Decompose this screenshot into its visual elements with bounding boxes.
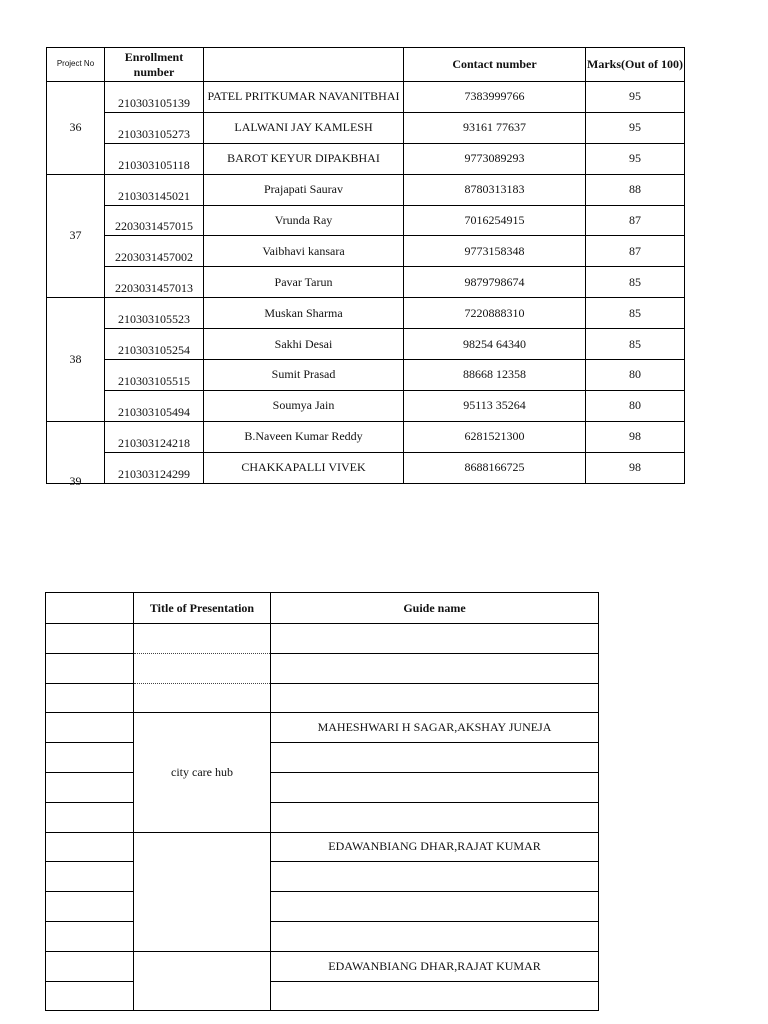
student-name-cell: Sumit Prasad bbox=[204, 360, 404, 391]
empty-cell bbox=[46, 802, 134, 832]
empty-cell bbox=[46, 832, 134, 862]
marks-cell: 95 bbox=[586, 143, 685, 174]
student-name-cell: Soumya Jain bbox=[204, 390, 404, 421]
presentation-title-cell: city care hub bbox=[134, 713, 271, 832]
marks-cell: 85 bbox=[586, 298, 685, 329]
empty-cell bbox=[46, 921, 134, 951]
table-row bbox=[47, 298, 685, 329]
header-guide: Guide name bbox=[271, 593, 599, 624]
enrollment-cell: 210303124218 bbox=[105, 421, 204, 452]
enrollment-cell: 2203031457013 bbox=[105, 267, 204, 298]
empty-cell bbox=[271, 921, 599, 951]
header-project-no: Project No bbox=[47, 48, 105, 82]
student-name-cell: Muskan Sharma bbox=[204, 298, 404, 329]
project-number bbox=[47, 421, 105, 488]
contact-cell: 9879798674 bbox=[404, 267, 586, 298]
header-title: Title of Presentation bbox=[134, 593, 271, 624]
contact-cell: 7220888310 bbox=[404, 298, 586, 329]
empty-cell bbox=[46, 951, 134, 981]
header-marks: Marks(Out of 100) bbox=[586, 48, 685, 82]
project-number: 36 bbox=[47, 82, 105, 175]
contact-cell: 7383999766 bbox=[404, 82, 586, 113]
enrollment-cell: 210303105139 bbox=[105, 82, 204, 113]
student-name-cell: B.Naveen Kumar Reddy bbox=[204, 421, 404, 452]
empty-cell bbox=[46, 683, 134, 713]
marks-table-header bbox=[47, 48, 685, 82]
enrollment-cell: 210303105494 bbox=[105, 390, 204, 421]
marks-cell: 98 bbox=[586, 452, 685, 483]
marks-cell: 87 bbox=[586, 205, 685, 236]
header-contact: Contact number bbox=[404, 48, 586, 82]
table-row bbox=[46, 802, 599, 832]
enrollment-cell: 210303145021 bbox=[105, 174, 204, 205]
empty-cell bbox=[46, 772, 134, 802]
contact-cell: 7016254915 bbox=[404, 205, 586, 236]
presentation-title-cell bbox=[134, 832, 271, 951]
guide-name-cell: MAHESHWARI H SAGAR,AKSHAY JUNEJA bbox=[271, 713, 599, 743]
marks-cell: 87 bbox=[586, 236, 685, 267]
enrollment-cell: 210303105273 bbox=[105, 112, 204, 143]
empty-cell bbox=[46, 743, 134, 773]
header-name bbox=[204, 48, 404, 82]
header-enrollment: Enrollment number bbox=[105, 48, 204, 82]
marks-table-container bbox=[46, 47, 684, 488]
empty-cell bbox=[271, 981, 599, 1011]
table-row bbox=[47, 421, 685, 452]
guide-name-cell: EDAWANBIANG DHAR,RAJAT KUMAR bbox=[271, 951, 599, 981]
student-name-cell: Sakhi Desai bbox=[204, 329, 404, 360]
marks-cell: 88 bbox=[586, 174, 685, 205]
empty-cell bbox=[271, 683, 599, 713]
table-row bbox=[47, 236, 685, 267]
contact-cell: 88668 12358 bbox=[404, 360, 586, 391]
empty-cell bbox=[271, 892, 599, 922]
empty-cell bbox=[134, 653, 271, 683]
empty-cell bbox=[46, 653, 134, 683]
enrollment-cell: 2203031457015 bbox=[105, 205, 204, 236]
empty-cell bbox=[46, 713, 134, 743]
project-number-text: 39 bbox=[69, 473, 82, 488]
table-row bbox=[46, 653, 599, 683]
student-name-cell: BAROT KEYUR DIPAKBHAI bbox=[204, 143, 404, 174]
contact-cell: 9773089293 bbox=[404, 143, 586, 174]
marks-cell: 98 bbox=[586, 421, 685, 452]
marks-cell: 80 bbox=[586, 360, 685, 391]
marks-cell: 80 bbox=[586, 390, 685, 421]
header-blank bbox=[46, 593, 134, 624]
table-row bbox=[46, 713, 599, 743]
enrollment-cell: 2203031457002 bbox=[105, 236, 204, 267]
table-row bbox=[47, 143, 685, 174]
table-row bbox=[47, 205, 685, 236]
empty-cell bbox=[46, 981, 134, 1011]
contact-cell: 8688166725 bbox=[404, 452, 586, 483]
contact-cell: 6281521300 bbox=[404, 421, 586, 452]
student-name-cell: PATEL PRITKUMAR NAVANITBHAI bbox=[204, 82, 404, 113]
marks-cell: 85 bbox=[586, 267, 685, 298]
empty-cell bbox=[46, 624, 134, 654]
student-name-cell: LALWANI JAY KAMLESH bbox=[204, 112, 404, 143]
contact-cell: 9773158348 bbox=[404, 236, 586, 267]
student-name-cell: CHAKKAPALLI VIVEK bbox=[204, 452, 404, 483]
enrollment-cell: 210303124299 bbox=[105, 452, 204, 483]
empty-cell bbox=[271, 772, 599, 802]
empty-cell bbox=[46, 862, 134, 892]
table-row bbox=[46, 921, 599, 951]
empty-cell bbox=[271, 862, 599, 892]
table-row bbox=[47, 452, 685, 483]
student-name-cell: Vrunda Ray bbox=[204, 205, 404, 236]
presentation-table-header bbox=[46, 593, 599, 624]
empty-cell bbox=[271, 653, 599, 683]
presentation-table-container bbox=[45, 592, 598, 1011]
table-row bbox=[46, 981, 599, 1011]
contact-cell: 8780313183 bbox=[404, 174, 586, 205]
empty-cell bbox=[134, 683, 271, 713]
table-row bbox=[47, 267, 685, 298]
enrollment-cell: 210303105523 bbox=[105, 298, 204, 329]
project-number: 37 bbox=[47, 174, 105, 298]
table-row bbox=[47, 174, 685, 205]
enrollment-cell: 210303105515 bbox=[105, 360, 204, 391]
table-row bbox=[47, 360, 685, 391]
marks-table bbox=[46, 47, 685, 488]
table-row bbox=[46, 862, 599, 892]
contact-cell: 98254 64340 bbox=[404, 329, 586, 360]
empty-cell bbox=[134, 624, 271, 654]
table-row bbox=[47, 112, 685, 143]
presentation-title-cell bbox=[134, 951, 271, 1011]
table-row bbox=[46, 683, 599, 713]
marks-cell: 95 bbox=[586, 82, 685, 113]
project-number: 38 bbox=[47, 298, 105, 422]
student-name-cell: Vaibhavi kansara bbox=[204, 236, 404, 267]
empty-cell bbox=[271, 624, 599, 654]
table-row bbox=[46, 832, 599, 862]
student-name-cell: Pavar Tarun bbox=[204, 267, 404, 298]
empty-cell bbox=[271, 743, 599, 773]
presentation-table bbox=[45, 592, 599, 1011]
table-row bbox=[47, 82, 685, 113]
contact-cell: 93161 77637 bbox=[404, 112, 586, 143]
empty-cell bbox=[271, 802, 599, 832]
table-row bbox=[46, 892, 599, 922]
table-row bbox=[46, 743, 599, 773]
contact-cell: 95113 35264 bbox=[404, 390, 586, 421]
enrollment-cell: 210303105254 bbox=[105, 329, 204, 360]
enrollment-cell: 210303105118 bbox=[105, 143, 204, 174]
table-row bbox=[47, 329, 685, 360]
guide-name-cell: EDAWANBIANG DHAR,RAJAT KUMAR bbox=[271, 832, 599, 862]
student-name-cell: Prajapati Saurav bbox=[204, 174, 404, 205]
marks-cell: 85 bbox=[586, 329, 685, 360]
table-row bbox=[47, 390, 685, 421]
table-row bbox=[46, 624, 599, 654]
marks-cell: 95 bbox=[586, 112, 685, 143]
table-row bbox=[46, 951, 599, 981]
table-row bbox=[46, 772, 599, 802]
empty-cell bbox=[46, 892, 134, 922]
